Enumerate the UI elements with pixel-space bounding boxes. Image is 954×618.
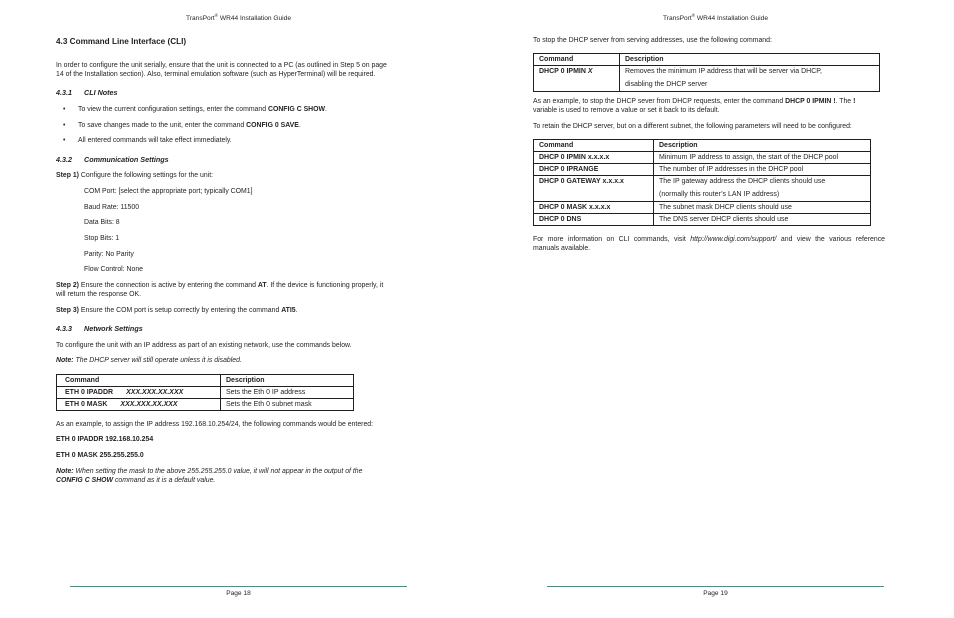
bullet-item [63,106,327,115]
more-info [533,236,885,245]
command-text: ATI5 [281,307,296,314]
command-cell [534,66,620,92]
table-row [534,152,871,164]
footer-rule [547,586,884,587]
body-text: and view the various reference [776,236,885,243]
note-text: When setting the mask to the above 255.255.255.0 value, it will not appear in the output of the [73,468,363,475]
eth-command-table [56,374,354,411]
note-label: Note: [56,468,74,475]
network-intro: To configure the unit with an IP address as part of an existing network, use the commands below. [56,342,352,349]
bullet-text: To save changes made to the unit, enter the command [78,122,247,129]
column-header: Description [620,54,880,66]
command-cell: DHCP 0 MASK x.x.x.x [534,202,654,214]
page-number: Page 19 [703,590,728,597]
table-row [57,399,354,411]
dhcp-config-table [533,139,871,226]
footer-rule [70,586,407,587]
registered-mark: ® [214,12,219,18]
bullet-dot: • [63,137,66,144]
more-info-line-2: manuals available. [533,245,591,252]
bullet-text: To view the current configuration settings, enter the command [78,106,268,113]
command-text: ! [853,98,856,105]
step-3 [56,307,298,316]
command-argument: XXX.XXX.XX.XXX [126,389,184,397]
heading-number: 4.3.2 [56,155,72,164]
command-text: CONFIG C SHOW [56,477,114,484]
description-cell: The DNS server DHCP clients should use [654,214,871,226]
digi-support-link[interactable]: http://www.digi.com/support/ [690,236,777,243]
table-row [534,176,871,202]
section-title: 4.3 Command Line Interface (CLI) [56,37,187,46]
description-cell: The number of IP addresses in the DHCP pool [654,164,871,176]
step-2-line-2: will return the response OK. [56,291,142,298]
intro-line-2: 14 of the Installation section). Also, terminal emulation software (such as HyperTerminal) will be required. [56,71,376,78]
command-text: ETH 0 IPADDR [65,389,114,397]
column-header: Command [534,54,620,66]
command-text: DHCP 0 IPMIN ! [785,98,836,105]
page-19 [477,0,954,618]
step-text: . [295,307,298,314]
setting-stop-bits: Stop Bits: 1 [84,235,120,242]
heading-text: CLI Notes [84,88,118,97]
table-header-row [57,375,354,387]
bullet-item [63,122,301,131]
heading-cli-notes [56,88,118,97]
command-cell [57,387,221,399]
step-text: Ensure the COM port is setup correctly by entering the command [78,307,282,314]
table-row [534,66,880,92]
command-text: AT [257,282,267,289]
note-mask [56,468,362,477]
command-text: CONFIG C SHOW [267,106,326,113]
step-text: Ensure the connection is active by entering the command [78,282,258,289]
note-label: Note: [56,357,74,364]
command-cell: DHCP 0 GATEWAY x.x.x.x [534,176,654,202]
command-text: DHCP 0 IPMIN [539,68,588,76]
column-header: Command [57,375,221,387]
description-line: disabling the DHCP server [625,80,708,88]
note-mask-line-2 [56,477,215,486]
command-argument: X [587,68,593,76]
step-2 [56,282,383,291]
body-text: As an example, to stop the DHCP sever from DHCP requests, enter the command [533,98,786,105]
body-text: For more information on CLI commands, visit [533,236,691,243]
stop-example [533,98,855,107]
example-text: As an example, to assign the IP address 192.168.10.254/24, the following commands would be entered: [56,421,374,428]
step-label: Step 3) [56,307,79,314]
table-header-row [534,140,871,152]
page-header [0,12,477,24]
bullet-tail: . [325,106,327,113]
description-line: (normally this router’s LAN IP address) [659,190,780,198]
heading-number: 4.3.1 [56,88,72,97]
setting-data-bits: Data Bits: 8 [84,219,120,226]
command-text: CONFIG 0 SAVE [246,122,299,129]
registered-mark: ® [691,12,696,18]
bullet-item [63,137,232,146]
bullet-dot: • [63,106,66,113]
page-number: Page 18 [226,590,251,597]
heading-communication-settings [56,155,169,164]
description-cell: The subnet mask DHCP clients should use [654,202,871,214]
step-text: Configure the following settings for the unit: [78,172,214,179]
step-1 [56,172,213,181]
example-command-mask: ETH 0 MASK 255.255.255.0 [56,452,144,459]
heading-number: 4.3.3 [56,324,72,333]
intro-line-1: In order to configure the unit serially, ensure that the unit is connected to a PC (as outlined in Step 5 on page [56,62,387,69]
command-text: ETH 0 MASK [65,401,108,409]
command-cell: DHCP 0 IPRANGE [534,164,654,176]
command-cell [57,399,221,411]
note-text: The DHCP server will still operate unless it is disabled. [73,357,242,364]
note-text: command as it is a default value. [113,477,216,484]
description-cell: Sets the Eth 0 IP address [221,387,354,399]
step-label: Step 2) [56,282,79,289]
column-header: Description [654,140,871,152]
setting-baud-rate: Baud Rate: 11500 [84,204,140,211]
bullet-dot: • [63,122,66,129]
heading-text: Communication Settings [84,155,169,164]
heading-network-settings [56,324,143,333]
table-row [534,164,871,176]
setting-parity: Parity: No Parity [84,251,134,258]
bullet-text: All entered commands will take effect immediately. [78,137,232,144]
example-command-ipaddr: ETH 0 IPADDR 192.168.10.254 [56,436,154,443]
column-header: Command [534,140,654,152]
heading-text: Network Settings [84,324,143,333]
header-title: WR44 Installation Guide [695,15,768,22]
body-text: . The [835,98,854,105]
dhcp-stop-table [533,53,880,92]
stop-example-line-2: variable is used to remove a value or set it back to its default. [533,107,720,114]
column-header: Description [221,375,354,387]
description-cell: Sets the Eth 0 subnet mask [221,399,354,411]
description-line: The IP gateway address the DHCP clients should use [659,178,826,186]
setting-flow-control: Flow Control: None [84,266,143,273]
command-cell: DHCP 0 DNS [534,214,654,226]
table-row [534,202,871,214]
table-row [534,214,871,226]
header-title: WR44 Installation Guide [218,15,291,22]
description-line: Removes the minimum IP address that will be server via DHCP, [625,68,822,76]
description-cell [654,176,871,202]
command-argument: XXX.XXX.XX.XXX [120,401,178,409]
stop-dhcp-intro: To stop the DHCP server from serving addresses, use the following command: [533,37,772,44]
retain-dhcp-intro: To retain the DHCP server, but on a different subnet, the following parameters will need to be configured: [533,123,852,130]
header-brand: TransPort [186,15,215,22]
command-cell: DHCP 0 IPMIN x.x.x.x [534,152,654,164]
description-cell: Minimum IP address to assign, the start of the DHCP pool [654,152,871,164]
bullet-tail: . [298,122,301,129]
table-header-row [534,54,880,66]
step-text: . If the device is functioning properly, it [266,282,384,289]
page-header [477,12,954,24]
setting-com-port: COM Port: [select the appropriate port; typically COM1] [84,188,253,195]
table-row [57,387,354,399]
description-cell [620,66,880,92]
note-dhcp [56,357,242,366]
header-brand: TransPort [663,15,692,22]
step-label: Step 1) [56,172,79,179]
